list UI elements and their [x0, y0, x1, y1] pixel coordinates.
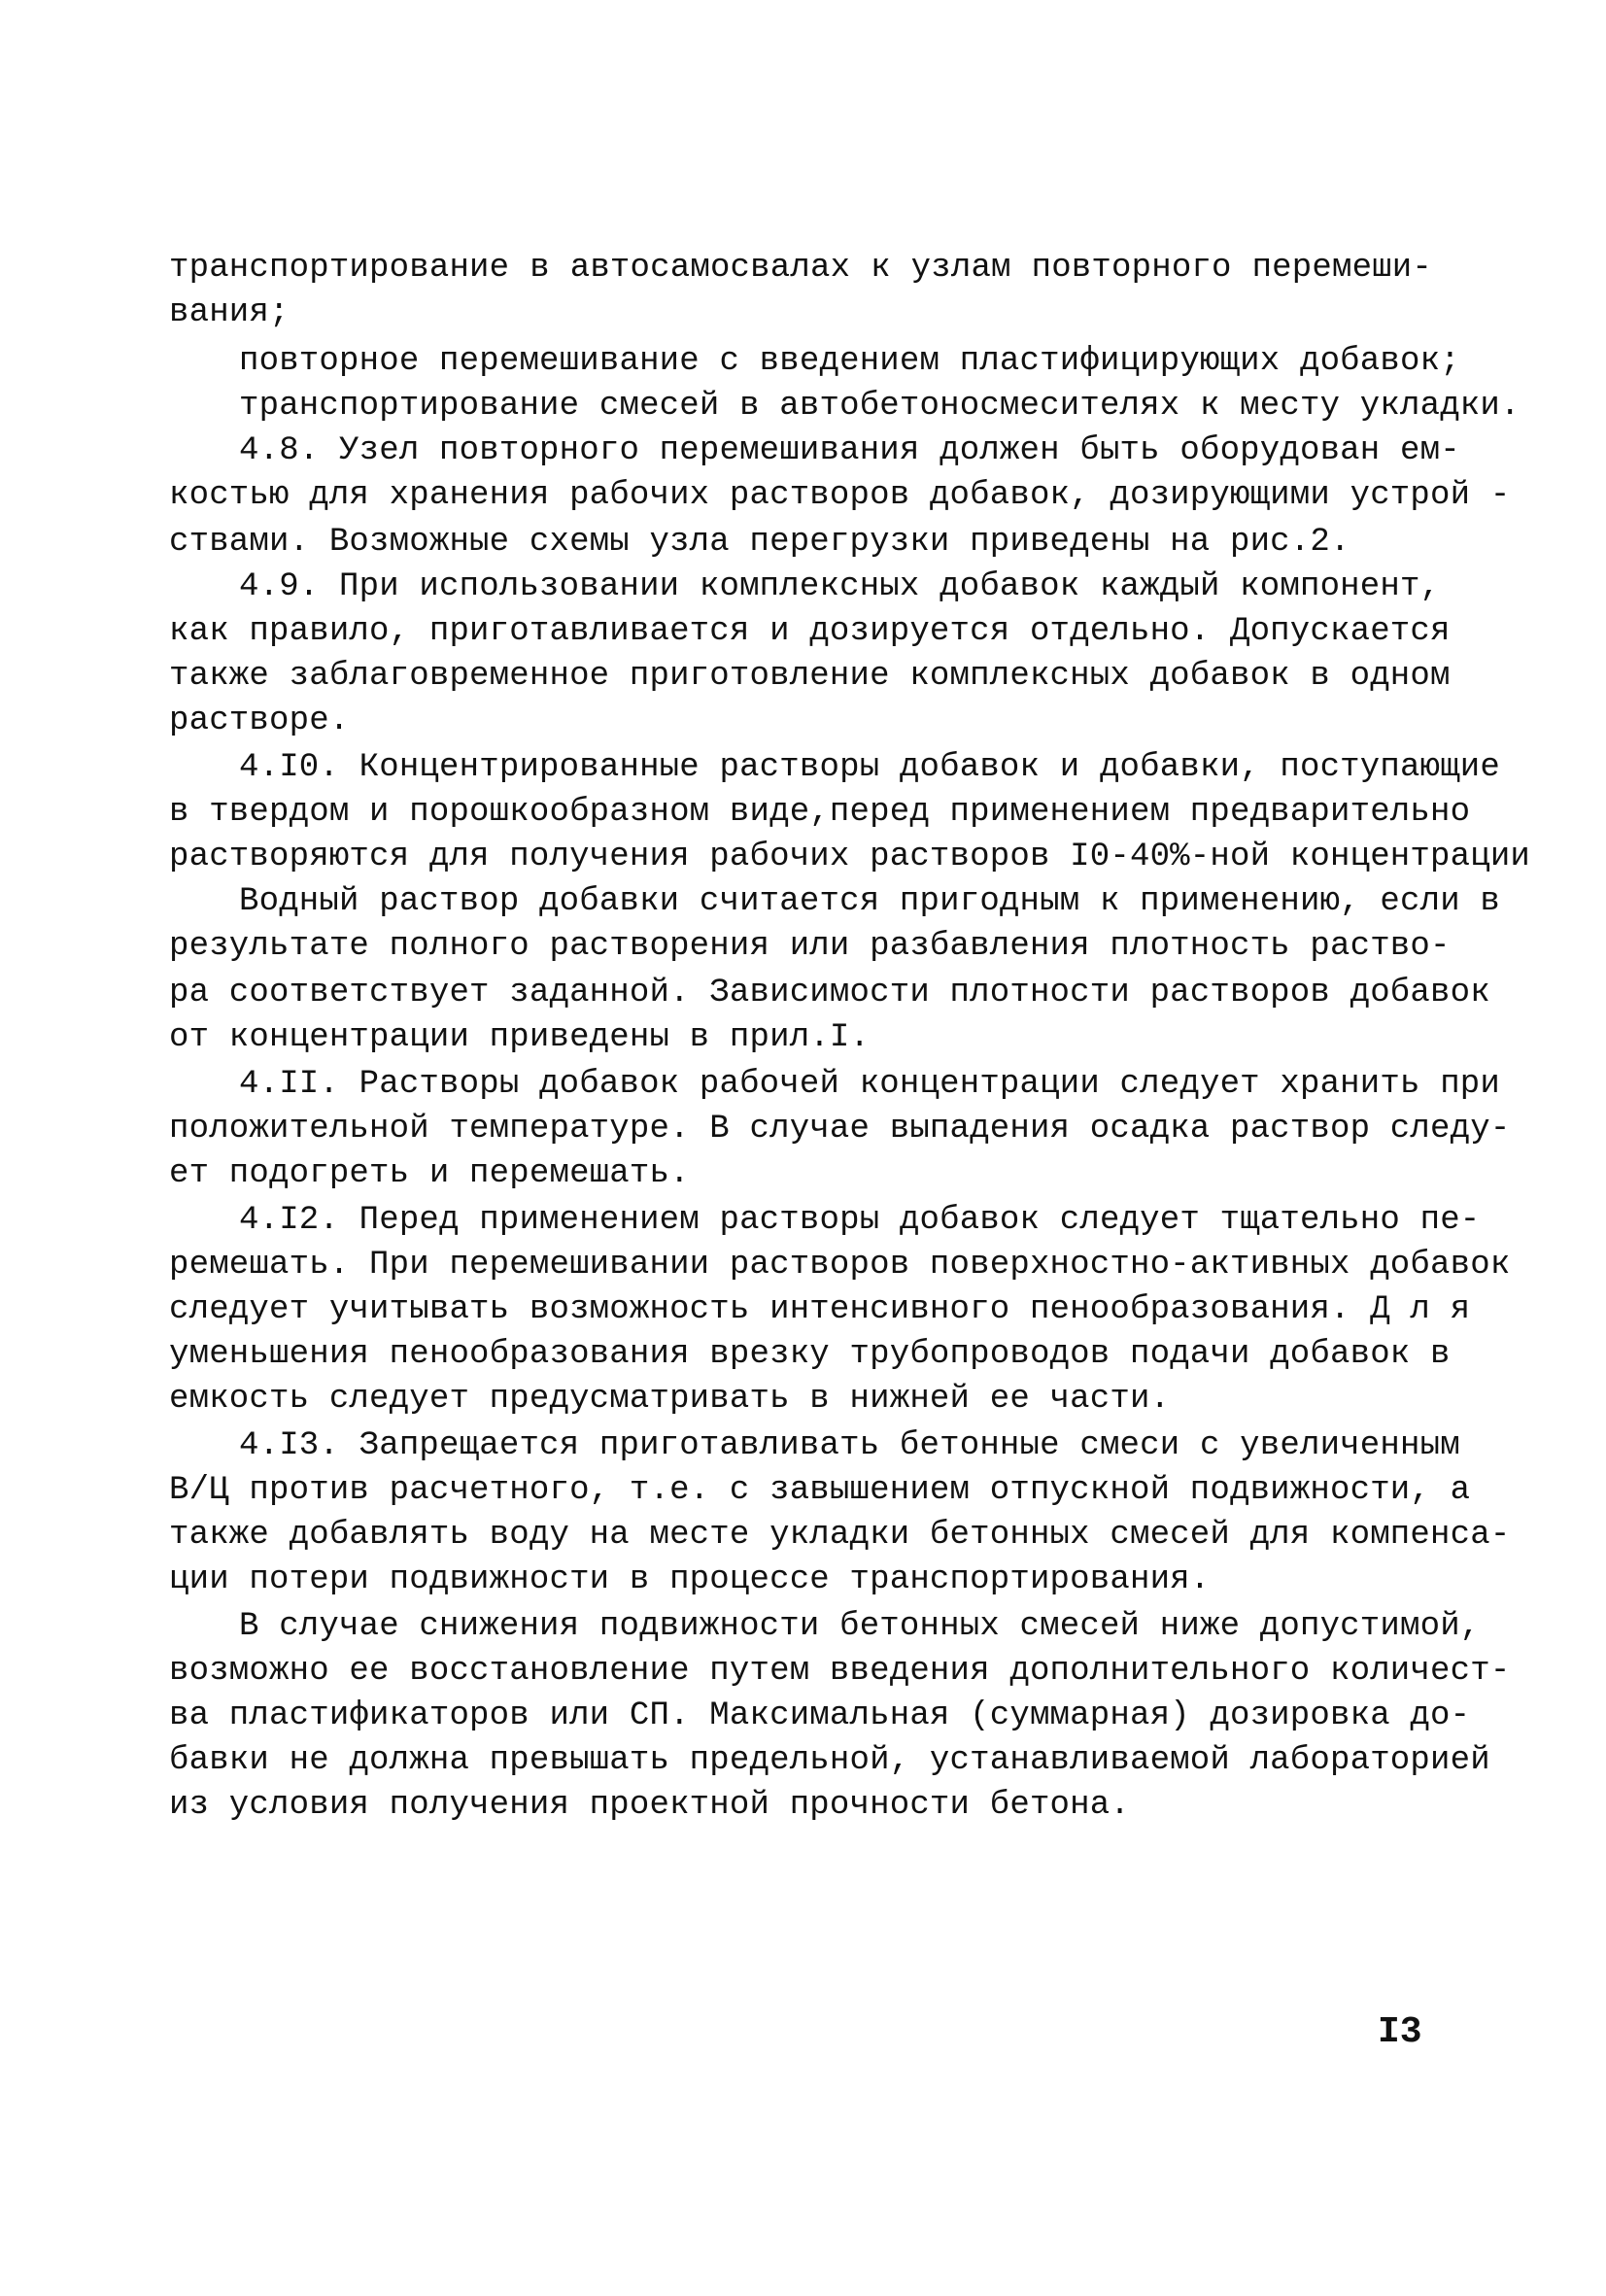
- text-line: 4.9. При использовании комплексных добавок каждый компонент,: [239, 568, 1441, 605]
- text-line: ции потери подвижности в процессе транспортирования.: [169, 1561, 1211, 1598]
- text-line: следует учитывать возможность интенсивного пенообразования. Д л я: [169, 1291, 1471, 1328]
- text-line: ва пластификаторов или СП. Максимальная (суммарная) дозировка до-: [169, 1697, 1471, 1734]
- text-line: как правило, приготавливается и дозируется отдельно. Допускается: [169, 613, 1451, 650]
- page-number: I3: [1378, 2011, 1422, 2053]
- text-line: в твердом и порошкообразном виде,перед применением предварительно: [169, 794, 1471, 831]
- text-line: растворяются для получения рабочих растворов I0-40%-ной концентрации: [169, 839, 1531, 875]
- text-line: ра соответствует заданной. Зависимости плотности растворов добавок: [169, 975, 1490, 1011]
- text-line: также добавлять воду на месте укладки бетонных смесей для компенса-: [169, 1517, 1511, 1554]
- text-line: В случае снижения подвижности бетонных смесей ниже допустимой,: [239, 1608, 1481, 1645]
- text-line: транспортирование в автосамосвалах к узлам повторного перемеши-: [169, 250, 1432, 287]
- text-line: 4.II. Растворы добавок рабочей концентрации следует хранить при: [239, 1066, 1501, 1103]
- text-line: 4.I0. Концентрированные растворы добавок и добавки, поступающие: [239, 749, 1501, 786]
- text-line: 4.I2. Перед применением растворы добавок следует тщательно пе-: [239, 1202, 1481, 1239]
- text-line: повторное перемешивание с введением пластифицирующих добавок;: [239, 343, 1460, 380]
- text-line: от концентрации приведены в прил.I.: [169, 1019, 871, 1056]
- text-line: вания;: [169, 294, 290, 331]
- text-line: положительной температуре. В случае выпадения осадка раствор следу-: [169, 1111, 1511, 1148]
- text-line: бавки не должна превышать предельной, устанавливаемой лабораторией: [169, 1742, 1490, 1779]
- text-line: емкость следует предусматривать в нижней ее части.: [169, 1381, 1171, 1418]
- text-line: транспортирование смесей в автобетоносмесителях к месту укладки.: [239, 388, 1521, 425]
- text-line: из условия получения проектной прочности бетона.: [169, 1787, 1130, 1824]
- text-line: ствами. Возможные схемы узла перегрузки приведены на рис.2.: [169, 524, 1350, 561]
- text-line: также заблаговременное приготовление комплексных добавок в одном: [169, 658, 1451, 695]
- text-line: результате полного растворения или разбавления плотность раство-: [169, 928, 1451, 965]
- text-line: ет подогреть и перемешать.: [169, 1155, 690, 1192]
- text-line: возможно ее восстановление путем введения дополнительного количест-: [169, 1653, 1511, 1690]
- text-line: 4.8. Узел повторного перемешивания должен быть оборудован ем-: [239, 432, 1460, 469]
- text-line: Водный раствор добавки считается пригодным к применению, если в: [239, 883, 1501, 920]
- text-line: ремешать. При перемешивании растворов поверхностно-активных добавок: [169, 1247, 1511, 1284]
- text-line: уменьшения пенообразования врезку трубопроводов подачи добавок в: [169, 1336, 1451, 1373]
- text-line: костью для хранения рабочих растворов добавок, дозирующими устрой -: [169, 477, 1511, 514]
- text-line: 4.I3. Запрещается приготавливать бетонные смеси с увеличенным: [239, 1427, 1460, 1464]
- text-line: растворе.: [169, 703, 350, 739]
- text-line: В/Ц против расчетного, т.е. с завышением отпускной подвижности, а: [169, 1472, 1471, 1509]
